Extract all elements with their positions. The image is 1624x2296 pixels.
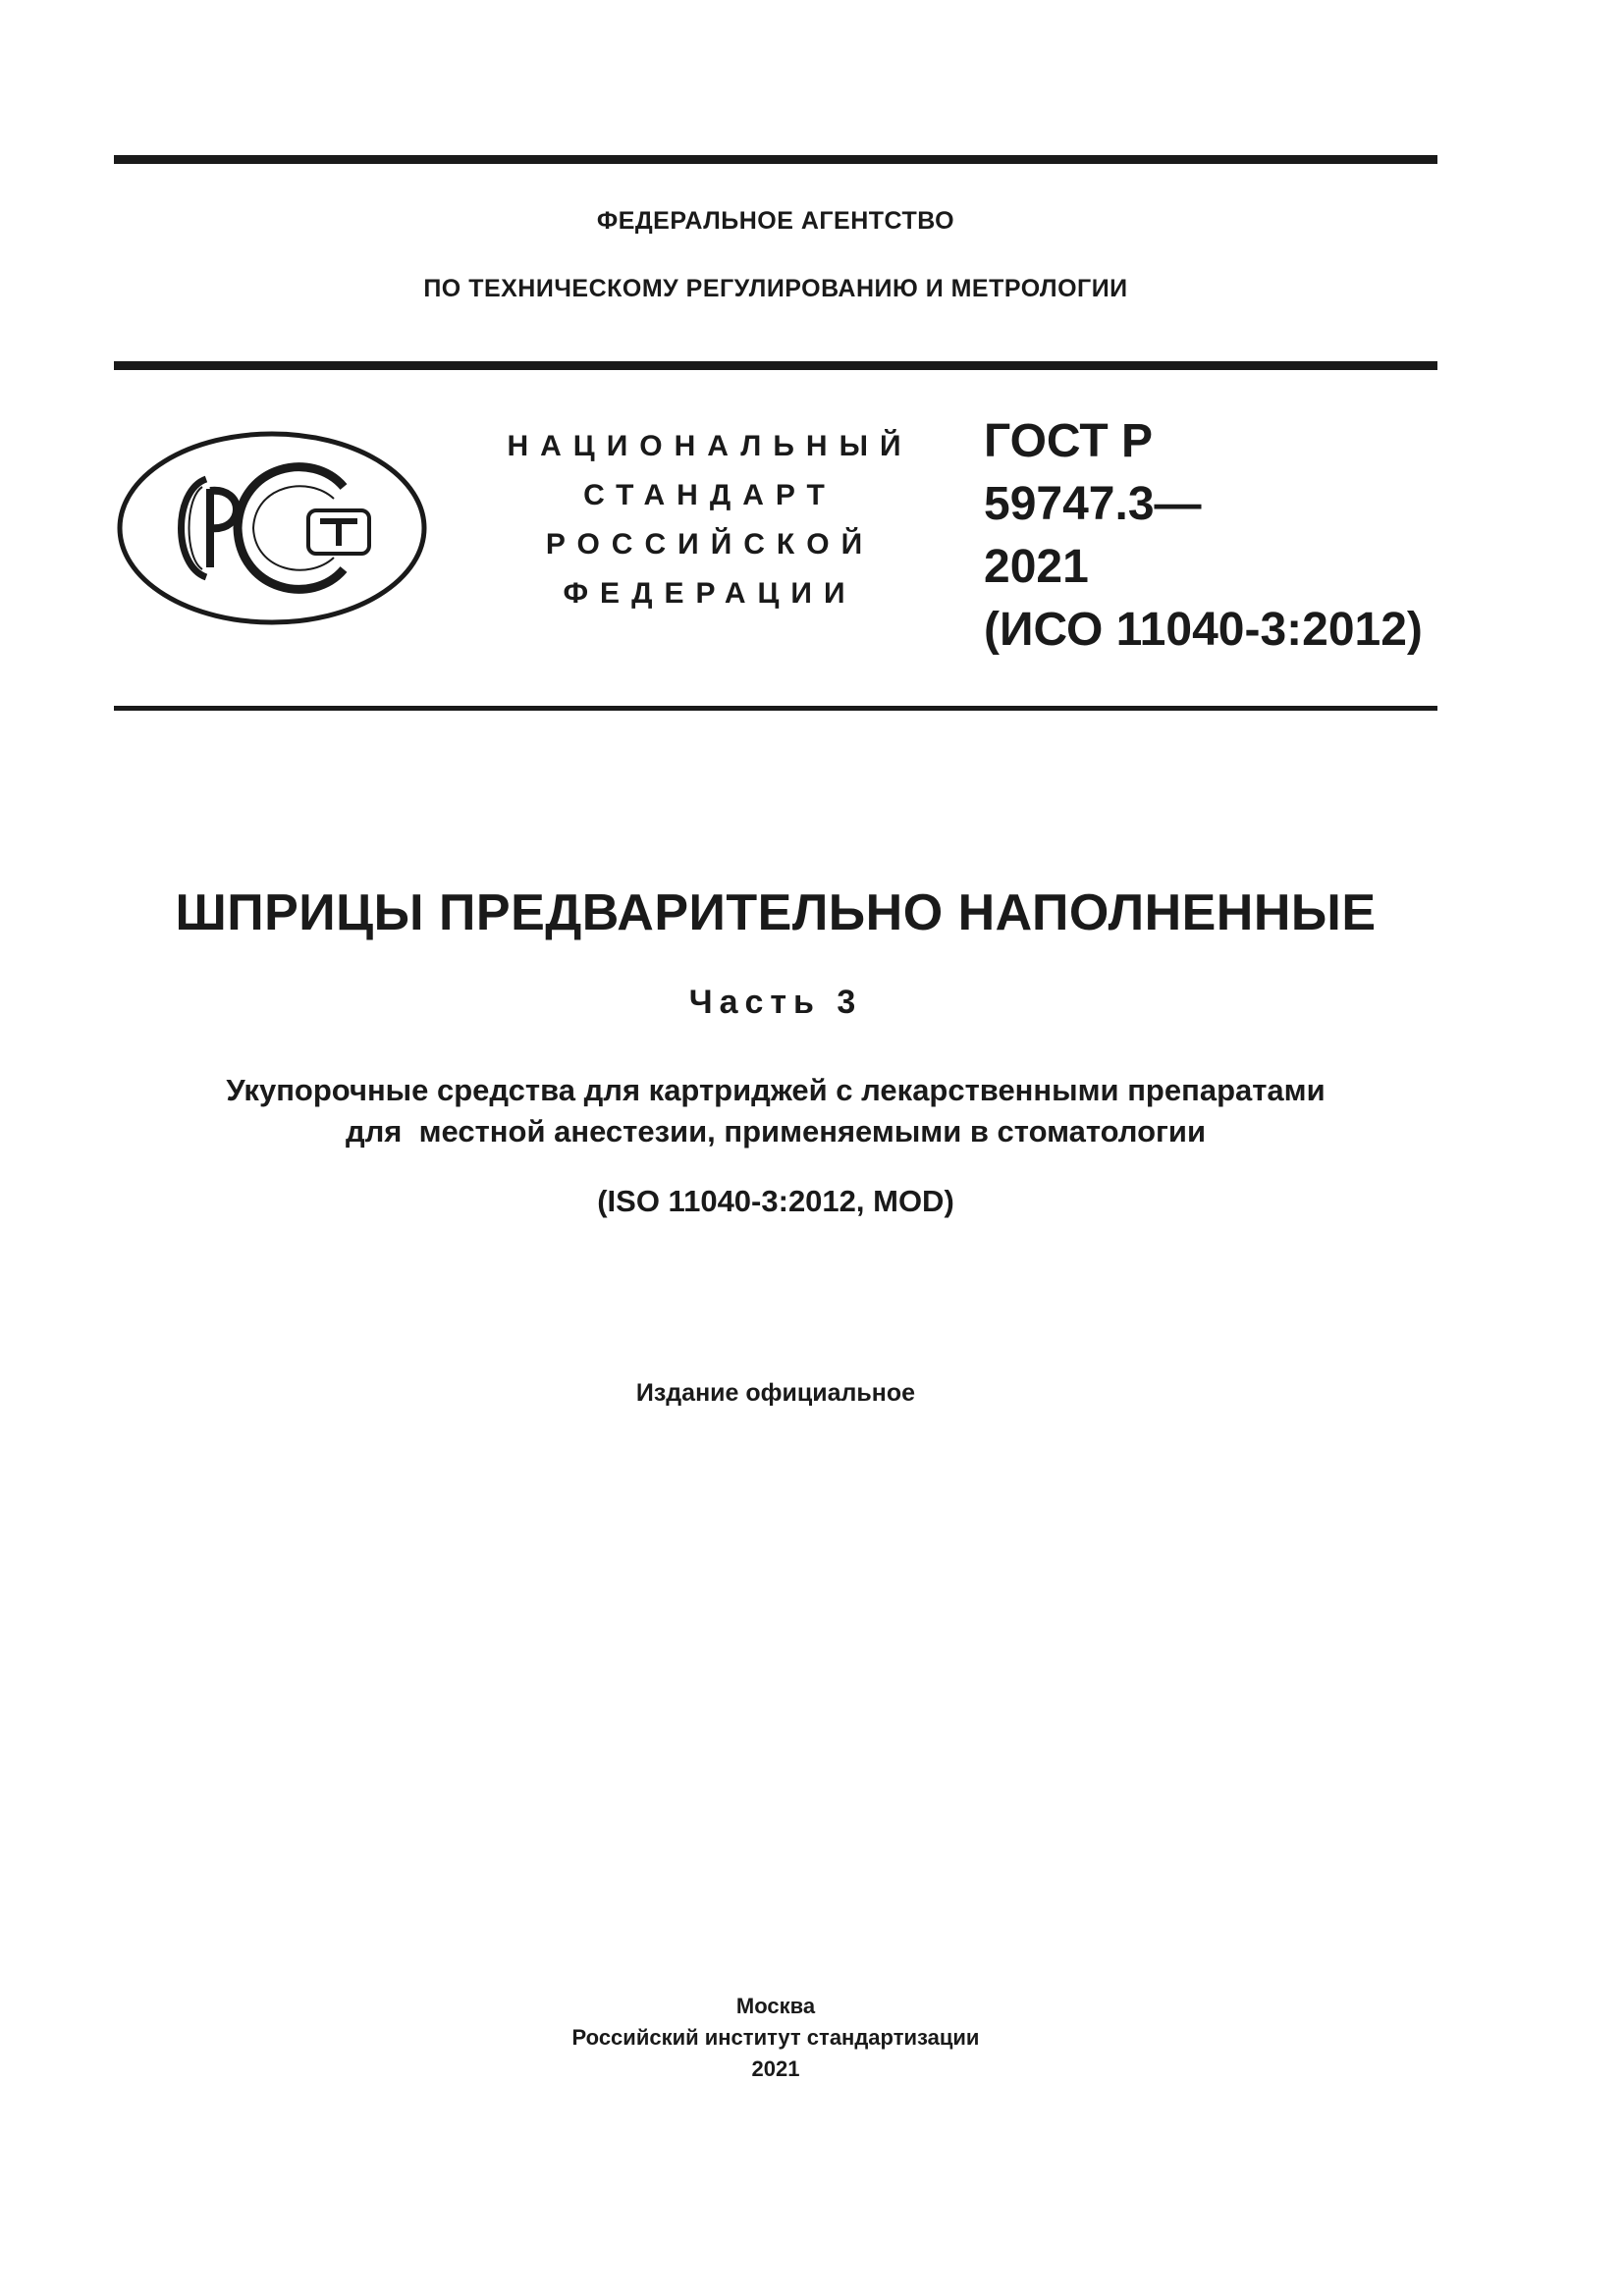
edition-label: Издание официальное [635,1379,916,1407]
designation-line: ГОСТ Р [984,415,1154,467]
national-standard-line: НАЦИОНАЛЬНЫЙ [507,430,913,462]
imprint-publisher: Российский институт стандартизации [571,2025,980,2050]
agency-line-2: ПО ТЕХНИЧЕСКОМУ РЕГУЛИРОВАНИЮ И МЕТРОЛОГИИ [423,275,1128,302]
subtitle-line: Укупорочные средства для картриджей с лекарственными препаратами [226,1073,1326,1107]
iso-reference: (ISO 11040-3:2012, MOD) [597,1184,954,1218]
national-standard-line: ФЕДЕРАЦИИ [563,577,857,610]
document-subtitle [114,1070,1437,1152]
national-standard-label [469,422,950,618]
part-number: Часть 3 [688,984,863,1021]
document-title: ШПРИЦЫ ПРЕДВАРИТЕЛЬНО НАПОЛНЕННЫЕ [175,884,1377,941]
header-rule [114,361,1437,370]
imprint-year: 2021 [751,2056,800,2081]
designation-line: (ИСО 11040-3:2012) [984,604,1423,656]
imprint [114,1991,1437,2085]
national-standard-line: СТАНДАРТ [583,479,837,511]
national-standard-line: РОССИЙСКОЙ [545,528,875,561]
subtitle-line: для местной анестезии, применяемыми в стоматологии [345,1114,1207,1148]
agency-line-1: ФЕДЕРАЛЬНОЕ АГЕНТСТВО [596,207,955,235]
top-rule [114,155,1437,164]
designation-line: 59747.3— [984,478,1202,530]
header-bottom-rule [114,706,1437,711]
rst-logo-icon [116,430,428,626]
designation-line: 2021 [984,541,1089,593]
imprint-city: Москва [735,1994,816,2018]
standard-designation [984,410,1445,662]
